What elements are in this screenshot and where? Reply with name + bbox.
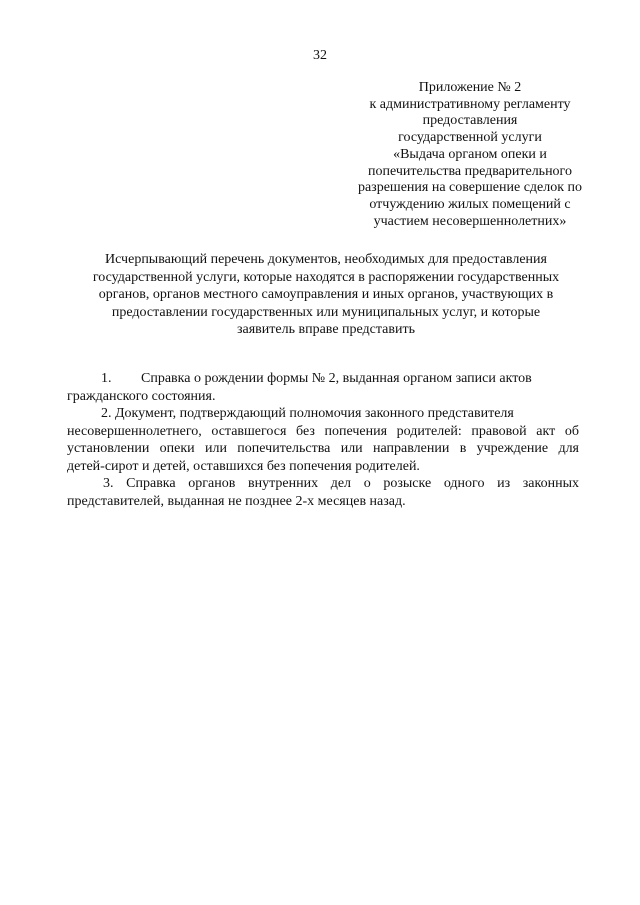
appendix-title: Приложение № 2 [418, 80, 522, 95]
list-item-2: 2. Документ, подтверждающий полномочия законного представителя [101, 406, 514, 421]
document-heading [56, 251, 596, 339]
appendix-line: участием несовершеннолетних» [373, 213, 567, 229]
heading-line: государственной услуги, которые находятся в распоряжении государственных [92, 269, 560, 285]
appendix-line: отчуждению жилых помещений с [369, 196, 571, 212]
heading-line: органов, органов местного самоуправления и иных органов, участвующих в [98, 287, 554, 302]
list-item-text: представителей, выданная не позднее 2-х месяцев назад. [67, 493, 406, 509]
heading-line: Исчерпывающий перечень документов, необходимых для предоставления [105, 252, 547, 267]
list-item-text: детей-сирот и детей, оставшихся без попечения родителей. [67, 458, 420, 474]
appendix-line: «Выдача органом опеки и [393, 146, 547, 162]
list-item-3: 3. Справка органов внутренних дел о розыске одного из законных [103, 476, 579, 491]
appendix-header [330, 80, 610, 230]
document-list [67, 370, 579, 510]
list-item-text: Справка о рождении формы № 2, выданная органом записи актов [141, 371, 532, 386]
appendix-line: предоставления [422, 113, 518, 129]
list-item-text: несовершеннолетнего, оставшегося без попечения родителей: правовой акт об [67, 423, 579, 439]
appendix-line: к административному регламенту [369, 96, 571, 112]
appendix-line: государственной услуги [398, 130, 542, 146]
list-item-text: установлении опеки или попечительства или направлении в учреждение для [67, 441, 579, 456]
list-item-1 [67, 370, 579, 388]
heading-line: предоставлении государственных или муниципальных услуг, и которые [111, 304, 541, 320]
page-number: 32 [313, 48, 327, 63]
list-item-number: 1. [101, 371, 112, 386]
appendix-line: разрешения на совершение сделок по [357, 180, 583, 196]
list-item-text: гражданского состояния. [67, 388, 216, 404]
appendix-line: попечительства предварительного [368, 163, 572, 179]
heading-line: заявитель вправе представить [236, 322, 415, 337]
